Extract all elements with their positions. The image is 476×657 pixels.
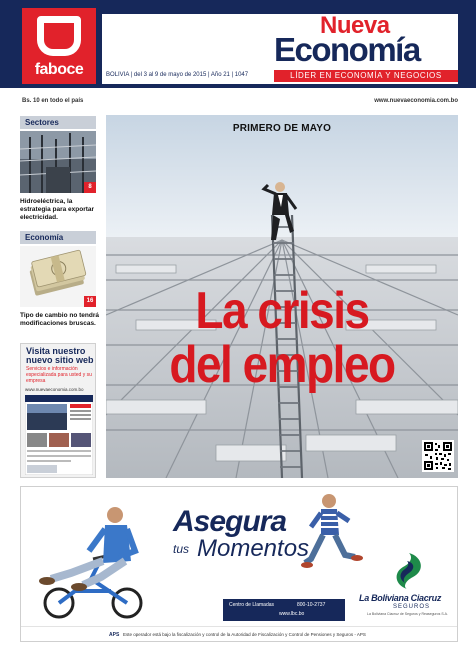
ad-photo-man-bicycle	[31, 495, 163, 623]
sectores-page-badge: 8	[84, 182, 96, 193]
ad-slogan-tus: tus	[173, 542, 190, 556]
insurer-company-name: La Boliviana Ciacruz de Seguros y Reaseguros S.A.	[367, 612, 448, 616]
cover-headline-line2[interactable]: del empleo	[169, 334, 395, 394]
economia-page-badge: 16	[84, 296, 96, 307]
promo-url: www.nuevaeconomia.com.bo	[25, 387, 84, 392]
insurer-brand-seguros: SEGUROS	[393, 604, 431, 610]
ad-contact-box	[223, 599, 345, 621]
cover-photo	[106, 115, 458, 478]
ad-slogan-asegura: Asegura	[173, 505, 287, 538]
section-header-economia: Economía	[20, 231, 96, 244]
sponsor-mark-icon	[37, 16, 81, 56]
sponsor-name: faboce	[34, 61, 84, 78]
ad-call-center-phone[interactable]: 800-10-2737	[297, 602, 326, 608]
masthead-tagline: LÍDER EN ECONOMÍA Y NEGOCIOS	[290, 71, 442, 80]
cover-headline-line1[interactable]: La crisis	[195, 280, 369, 340]
issue-info: BOLIVIA | del 3 al 9 de mayo de 2015 | Año 21 | 1047	[106, 72, 249, 78]
ad-call-center-label: Centro de Llamadas	[229, 602, 275, 608]
insurer-brand-name: La Boliviana Ciacruz	[359, 593, 442, 603]
aps-logo: APS	[109, 632, 120, 638]
masthead-title-nueva: Nueva	[320, 12, 390, 39]
ad-web[interactable]: www.lbc.bo	[279, 611, 305, 617]
ad-photo-boy-running	[301, 491, 367, 583]
qr-code-icon[interactable]	[422, 440, 454, 472]
ad-slogan-momentos: Momentos	[197, 535, 310, 562]
sectores-teaser[interactable]: Hidroeléctrica, la estrategia para exportar electricidad.	[20, 198, 95, 221]
cover-price: Bs. 10 en todo el país	[22, 98, 84, 104]
insurance-advertisement[interactable]	[20, 486, 458, 642]
website-link[interactable]: www.nuevaeconomia.com.bo	[374, 98, 458, 104]
economia-teaser[interactable]: Tipo de cambio no tendrá modificaciones bruscas.	[20, 312, 99, 327]
promo-title: Visita nuestro nuevo sitio web	[26, 346, 94, 365]
sponsor-logo	[22, 8, 96, 84]
ad-footer	[21, 626, 458, 642]
section-header-sectores: Sectores	[20, 116, 96, 129]
website-screenshot	[25, 395, 93, 475]
promo-subtitle: Servicios e información especializada para usted y su empresa	[26, 366, 92, 384]
masthead-title-economia: Economía	[274, 31, 420, 68]
masthead-tagline-bar	[274, 70, 458, 82]
website-promo[interactable]	[20, 343, 96, 478]
insurer-logo-icon	[391, 551, 427, 591]
ad-disclaimer: Este operador está bajo la fiscalización y control de la Autoridad de Fiscalización y Control de Pensiones y Seguros - APS	[123, 632, 366, 637]
cover-kicker: PRIMERO DE MAYO	[232, 123, 332, 134]
